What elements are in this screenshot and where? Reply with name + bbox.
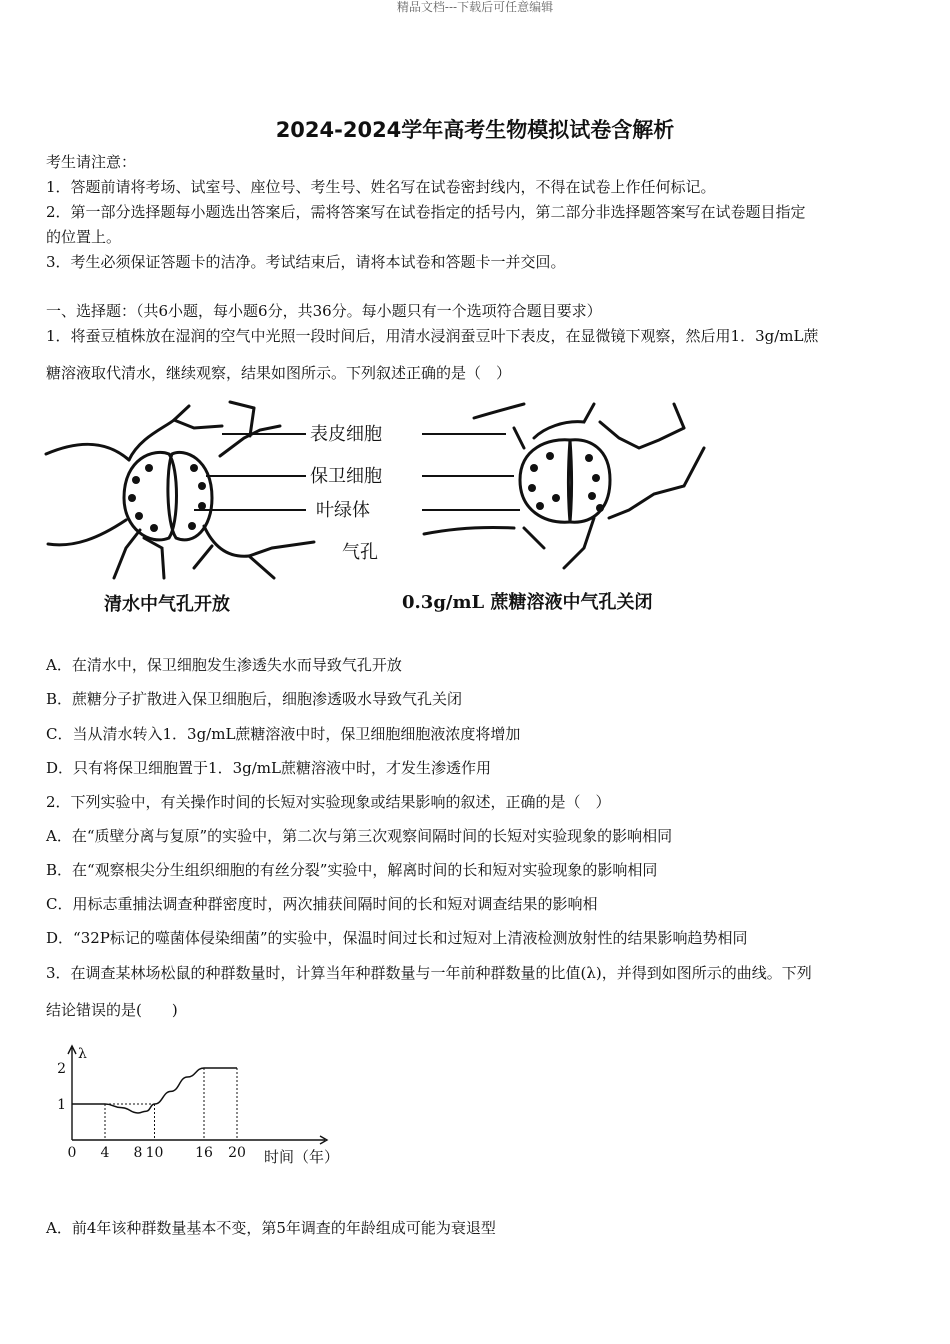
header-watermark: 精品文档---下载后可任意编辑: [396, 0, 554, 14]
notice-heading: 考生请注意：: [46, 153, 137, 171]
x-tick-label: 8: [133, 1145, 143, 1161]
q2-option-a: A．在“质壁分离与复原”的实验中，第二次与第三次观察间隔时间的长短对实验现象的影响相同: [46, 827, 673, 845]
q3-stem: 3．在调查某林场松鼠的种群数量时，计算当年种群数量与一年前种群数量的比值(λ)，并得到如图所示的曲线。下列: [46, 964, 812, 982]
caption-right: 0.3g/mL 蔗糖溶液中气孔关闭: [402, 592, 653, 613]
x-tick-label: 4: [100, 1145, 110, 1161]
q2-option-b: B．在“观察根尖分生组织细胞的有丝分裂”实验中，解离时间的长和短对实验现象的影响相同: [46, 861, 658, 879]
label-epidermal-cell: 表皮细胞: [310, 424, 382, 445]
right-chloroplasts: [528, 452, 604, 512]
notice-item: 的位置上。: [46, 228, 122, 246]
q1-option-a: A．在清水中，保卫细胞发生渗透失水而导致气孔开放: [46, 656, 402, 674]
x-tick-label: 0: [67, 1145, 77, 1161]
q2-stem: 2．下列实验中，有关操作时间的长短对实验现象或结果影响的叙述，正确的是（ ）: [46, 793, 611, 811]
q2-option-d: D．“32P标记的噬菌体侵染细菌”的实验中，保温时间过长和过短对上清液检测放射性的结果影响趋势相同: [46, 929, 748, 947]
x-axis-label: 时间（年）: [264, 1148, 340, 1166]
q3-stem-cont: 结论错误的是( ): [46, 1001, 178, 1019]
page-title: 2024-2024学年高考生物模拟试卷含解析: [275, 118, 675, 142]
lambda-curve: [72, 1068, 237, 1113]
x-tick-label: 10: [145, 1145, 164, 1161]
stomata-figure: [44, 398, 724, 623]
label-guard-cell: 保卫细胞: [310, 466, 382, 487]
q1-stem: 1．将蚕豆植株放在湿润的空气中光照一段时间后，用清水浸润蚕豆叶下表皮，在显微镜下观察，然后用1．3g/mL蔗: [46, 327, 819, 345]
notice-item: 3．考生必须保证答题卡的洁净。考试结束后，请将本试卷和答题卡一并交回。: [46, 253, 566, 271]
notice-item: 1．答题前请将考场、试室号、座位号、考生号、姓名写在试卷密封线内，不得在试卷上作任何标记。: [46, 178, 716, 196]
lambda-chart: [50, 1042, 350, 1172]
q1-option-b: B．蔗糖分子扩散进入保卫细胞后，细胞渗透吸水导致气孔关闭: [46, 690, 463, 708]
label-stoma: 气孔: [342, 542, 378, 563]
left-epidermis-drawing: [46, 402, 314, 578]
section-heading: 一、选择题：（共6小题，每小题6分，共36分。每小题只有一个选项符合题目要求）: [46, 302, 602, 320]
label-chloroplast: 叶绿体: [316, 500, 370, 521]
y-axis-label: λ: [78, 1046, 87, 1062]
y-tick-label: 1: [57, 1097, 66, 1113]
y-tick-label: 2: [57, 1061, 66, 1077]
caption-left: 清水中气孔开放: [104, 594, 230, 615]
q3-option-a: A．前4年该种群数量基本不变，第5年调查的年龄组成可能为衰退型: [46, 1219, 496, 1237]
x-tick-label: 20: [228, 1145, 246, 1161]
q1-option-d: D．只有将保卫细胞置于1．3g/mL蔗糖溶液中时，才发生渗透作用: [46, 759, 491, 777]
q1-stem-cont: 糖溶液取代清水，继续观察，结果如图所示。下列叙述正确的是（ ）: [46, 364, 512, 382]
q1-option-c: C．当从清水转入1．3g/mL蔗糖溶液中时，保卫细胞细胞液浓度将增加: [46, 725, 521, 743]
notice-item: 2．第一部分选择题每小题选出答案后，需将答案写在试卷指定的括号内，第二部分非选择题答案写在试卷题目指定: [46, 203, 806, 221]
x-tick-label: 16: [195, 1145, 213, 1161]
q2-option-c: C．用标志重捕法调查种群密度时，两次捕获间隔时间的长和短对调查结果的影响相: [46, 895, 598, 913]
right-epidermis-drawing: [424, 404, 704, 568]
